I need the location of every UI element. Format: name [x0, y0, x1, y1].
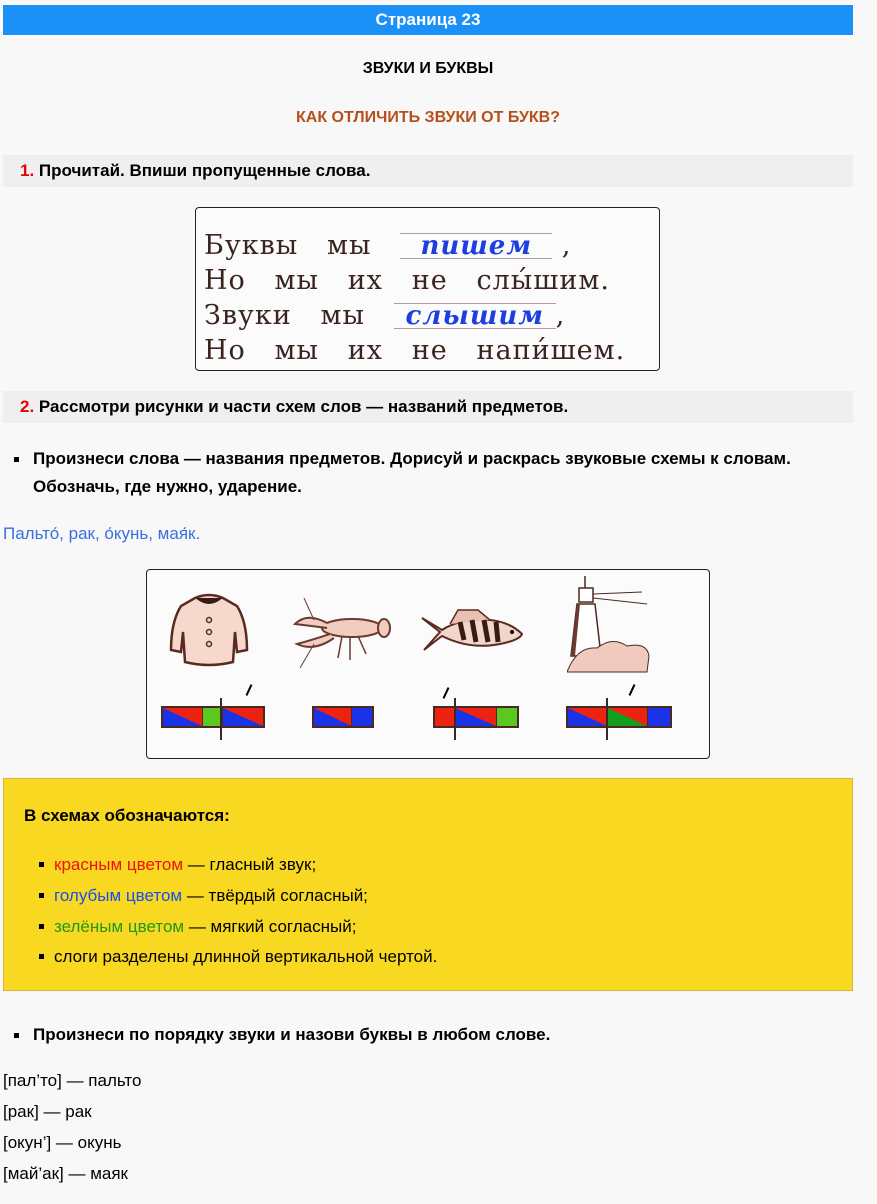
pictures-box: [146, 569, 710, 759]
task-number: 1.: [20, 161, 35, 180]
scheme-cell: [435, 708, 455, 726]
instruction-text: Произнеси слова — названия предметов. Дорисуй и раскрась звуковые схемы к словам. Обозначь, где нужно, ударение.: [33, 449, 791, 496]
instruction-bullet: [14, 445, 814, 501]
scheme-crayfish: [312, 706, 374, 728]
poem-line: [204, 335, 625, 366]
scheme-cell: [352, 708, 372, 726]
transcription-line: [окун’] — окунь: [3, 1133, 122, 1152]
bullet-icon: [14, 1033, 19, 1038]
legend-color-label: зелёным цветом: [54, 917, 185, 936]
page-title: ЗВУКИ И БУКВЫ: [362, 60, 494, 77]
scheme-coat: [161, 706, 265, 728]
stress-mark: [629, 684, 636, 696]
scheme-cell: [608, 708, 648, 726]
syllable-divider: [606, 698, 608, 740]
poem-text: ,: [555, 300, 566, 331]
poem-text: Буквы мы: [204, 230, 401, 261]
poem-text: Звуки мы: [204, 300, 394, 331]
legend-desc: слоги разделены длинной вертикальной чертой.: [54, 947, 438, 966]
task-text: Прочитай. Впиши пропущенные слова.: [38, 161, 371, 180]
bullet-icon: [14, 457, 19, 462]
bullet-icon: [39, 862, 44, 867]
legend-color-label: голубым цветом: [54, 886, 183, 905]
legend-item: [39, 855, 316, 875]
instruction-bullet: [14, 1021, 814, 1049]
legend-desc: — твёрдый согласный;: [182, 886, 368, 905]
transcription-line: [рак] — рак: [3, 1102, 92, 1121]
poem-text: Но мы их не напи́шем.: [204, 335, 626, 366]
poem-line: [204, 300, 565, 331]
poem-box: [195, 207, 660, 371]
bullet-icon: [39, 893, 44, 898]
lighthouse-icon: [567, 576, 657, 676]
transcription-line: [пал’то] — пальто: [3, 1071, 142, 1090]
task-2-header: [3, 391, 853, 423]
scheme-perch: [433, 706, 519, 728]
legend-title: В схемах обозначаются:: [24, 806, 230, 825]
syllable-divider: [220, 698, 222, 740]
scheme-cell: [568, 708, 608, 726]
poem-line: [204, 230, 571, 261]
scheme-cell: [455, 708, 497, 726]
page-header: Страница 23: [3, 5, 853, 35]
page-subtitle: КАК ОТЛИЧИТЬ ЗВУКИ ОТ БУКВ?: [296, 109, 560, 126]
scheme-cell: [314, 708, 352, 726]
legend-color-label: красным цветом: [54, 855, 184, 874]
legend-item: [39, 917, 356, 937]
scheme-lighthouse: [566, 706, 672, 728]
handwritten-answer: пишем: [400, 233, 552, 259]
legend-item: [39, 947, 437, 967]
task-text: Рассмотри рисунки и части схем слов — названий предметов.: [38, 397, 569, 416]
legend-box: [3, 778, 853, 991]
scheme-cell: [648, 708, 670, 726]
stress-mark: [246, 684, 253, 696]
scheme-cell: [223, 708, 263, 726]
fish-icon: [420, 606, 525, 664]
answer-words: Пальто́, рак, о́кунь, мая́к.: [3, 524, 201, 543]
crayfish-icon: [292, 598, 392, 670]
task-number: 2.: [20, 397, 35, 416]
bullet-icon: [39, 954, 44, 959]
stress-mark: [443, 687, 450, 699]
coat-icon: [167, 592, 252, 667]
legend-item: [39, 886, 368, 906]
poem-text: ,: [552, 230, 572, 261]
poem-text: Но мы их не слы́шим.: [204, 265, 610, 296]
legend-desc: — гласный звук;: [183, 855, 317, 874]
bullet-icon: [39, 924, 44, 929]
syllable-divider: [454, 698, 456, 740]
handwritten-answer: слышим: [394, 303, 556, 329]
scheme-cell: [163, 708, 203, 726]
transcription-line: [май’ак] — маяк: [3, 1164, 128, 1183]
instruction-text: Произнеси по порядку звуки и назови буквы в любом слове.: [33, 1025, 551, 1044]
legend-desc: — мягкий согласный;: [184, 917, 357, 936]
task-1-header: [3, 155, 853, 187]
poem-line: [204, 265, 610, 296]
scheme-cell: [497, 708, 517, 726]
